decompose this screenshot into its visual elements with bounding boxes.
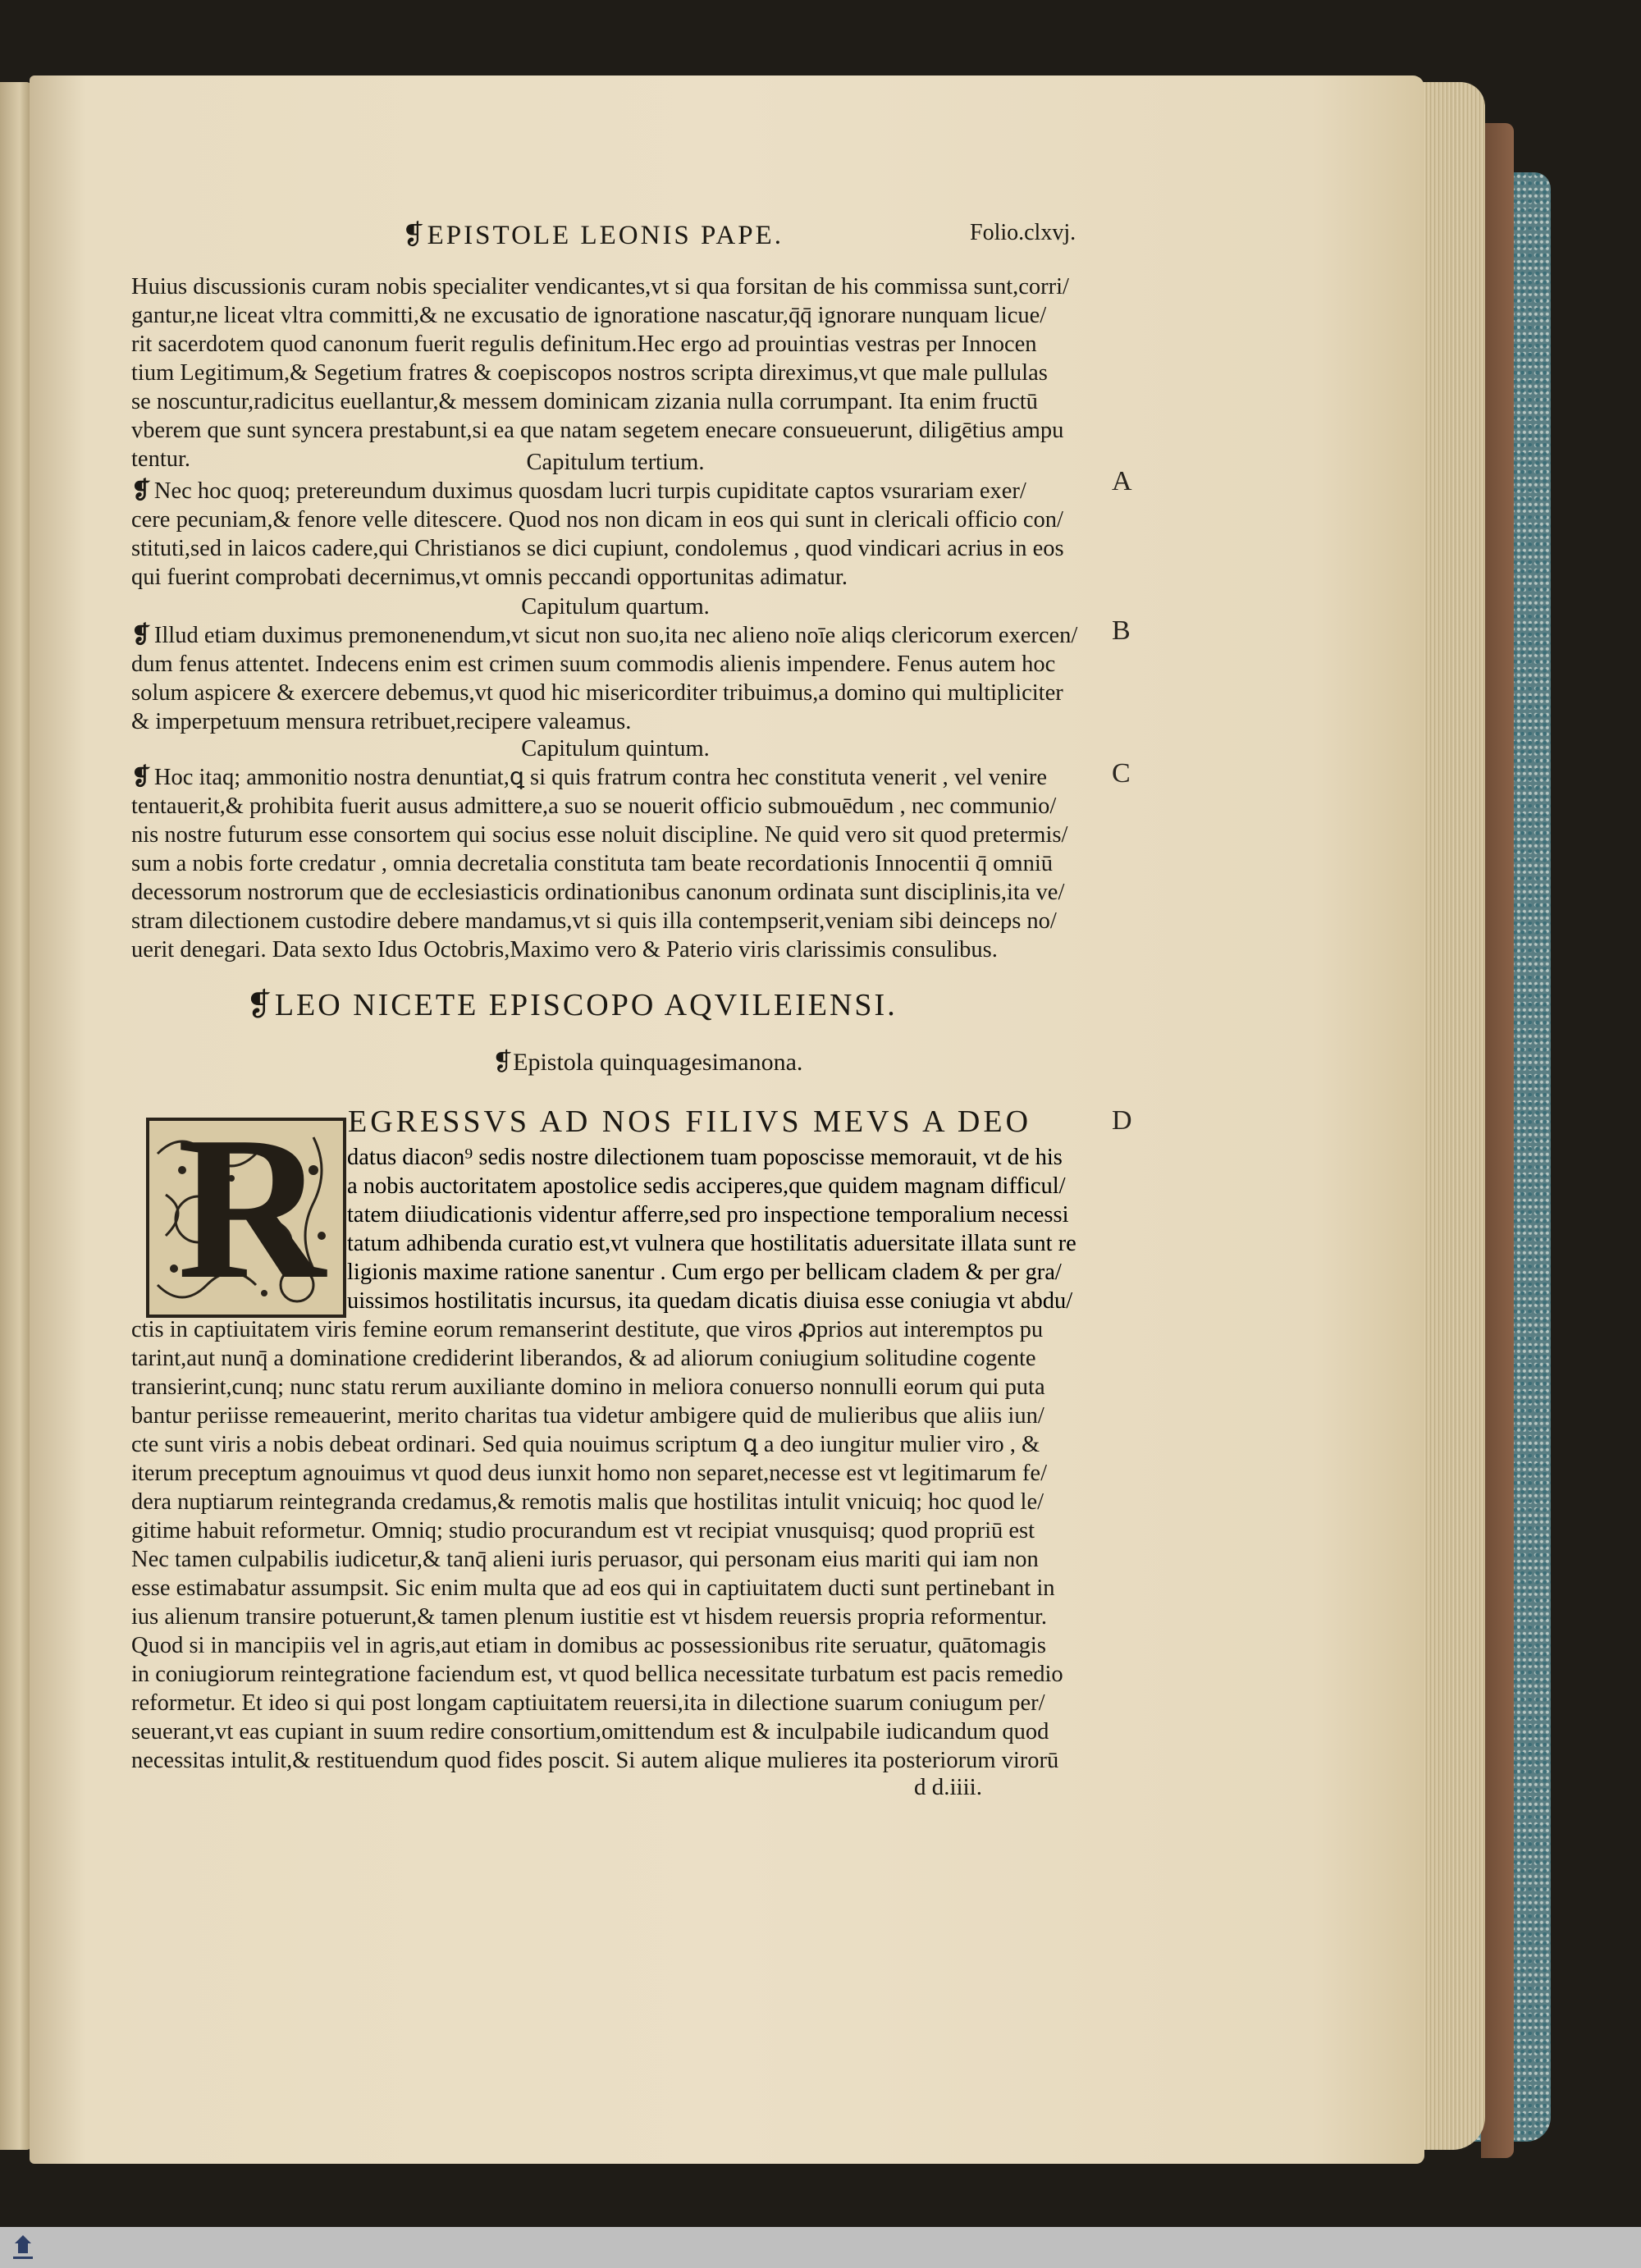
text-line: tium Legitimum,& Segetium fratres & coepiscopos nostros scripta direximus,vt que male pullulas bbox=[131, 360, 1048, 386]
text-line: datus diacon⁹ sedis nostre dilectionem tuam poposcisse memorauit, vt de his bbox=[347, 1145, 1063, 1170]
text-line: bantur periisse remeauerint, merito charitas tua videtur ambigere quid de mulieribus que aliis iun/ bbox=[131, 1403, 1044, 1429]
text-line: & imperpetuum mensura retribuet,recipere valeamus. bbox=[131, 709, 632, 734]
text-line: dum fenus attentet. Indecens enim est crimen suum commodis alienis impendere. Fenus autem hoc bbox=[131, 652, 1056, 677]
text-line-body: Hoc itaq; ammonitio nostra denuntiat,ꝗ si quis fratrum contra hec constituta venerit , vel venire bbox=[153, 765, 1048, 790]
text-line: a nobis auctoritatem apostolice sedis acciperes,que quidem magnam difficul/ bbox=[347, 1173, 1066, 1199]
text-line: reformetur. Et ideo si qui post longam captiuitatem reuersi,ita in dilectione suarum coniugum per/ bbox=[131, 1690, 1045, 1716]
text-line: ligionis maxime ratione sanentur . Cum ergo per bellicam cladem & per gra/ bbox=[347, 1260, 1062, 1285]
folio-number: Folio.clxvj. bbox=[970, 220, 1076, 245]
text-line bbox=[131, 763, 1099, 792]
left-page-edge bbox=[0, 82, 33, 2150]
text-line: esse estimabatur assumpsit. Sic enim multa que ad eos qui in captiuitatem ducti sunt pertinebant in bbox=[131, 1575, 1055, 1601]
text-line: cte sunt viris a nobis debeat ordinari. Sed quia nouimus scriptum ꝗ a deo iungitur mulier viro , & bbox=[131, 1432, 1040, 1457]
text-line: ctis in captiuitatem viris femine eorum remanserint destitute, que viros ꝓprios aut interemptos pu bbox=[131, 1317, 1044, 1342]
text-line: seuerant,vt eas cupiant in suum redire consortium,omittendum est & inculpabile iudicandum quod bbox=[131, 1719, 1049, 1744]
initial-wrapped-text bbox=[347, 1143, 1102, 1315]
epistle-heading: ❡LEO NICETE EPISCOPO AQVILEIENSI. bbox=[246, 988, 898, 1022]
text-line: tentur. bbox=[131, 446, 191, 472]
text-line-body: Nec hoc quoq; pretereundum duximus quosdam lucri turpis cupiditate captos vsurariam exer/ bbox=[153, 478, 1026, 504]
text-line: in coniugiorum reintegratione faciendum est, vt quod bellica necessitate turbatum est pacis remedio bbox=[131, 1662, 1063, 1687]
text-line: stram dilectionem custodire debere mandamus,vt si quis illa contempserit,veniam sibi deinceps no/ bbox=[131, 908, 1057, 934]
section-1-text bbox=[131, 272, 1099, 473]
text-line: solum aspicere & exercere debemus,vt quod hic misericorditer tribuimus,a domino qui multipliciter bbox=[131, 680, 1063, 706]
text-line: uerit denegari. Data sexto Idus Octobris,Maximo vero & Paterio viris clarissimis consulibus. bbox=[131, 937, 998, 963]
text-line: tentauerit,& prohibita fuerit ausus admittere,a suo se nouerit officio submouēdum , nec communio/ bbox=[131, 793, 1057, 819]
margin-letter-a: A bbox=[1112, 466, 1132, 496]
gathering-signature: d d.iiii. bbox=[914, 1774, 982, 1800]
margin-letter-c: C bbox=[1112, 758, 1131, 789]
text-line: Huius discussionis curam nobis specialiter vendicantes,vt si qua forsitan de his commissa sunt,corri/ bbox=[131, 274, 1069, 300]
library-logo-icon bbox=[7, 2232, 39, 2265]
epistle-body bbox=[131, 1315, 1099, 1775]
text-line: necessitas intulit,& restituendum quod fides poscit. Si autem alique mulieres ita posteriorum virorū bbox=[131, 1748, 1059, 1773]
pilcrow-icon: ❡ bbox=[131, 478, 151, 504]
book-spine bbox=[1481, 123, 1514, 2158]
text-line: dera nuptiarum reintegranda credamus,& remotis malis que hostilitas intulit vnicuiq; hoc quod le/ bbox=[131, 1489, 1044, 1515]
text-line: nis nostre futurum esse consortem qui socius esse noluit discipline. Ne quid vero sit quod pretermis/ bbox=[131, 822, 1068, 848]
chapter-5 bbox=[131, 734, 1099, 964]
text-line: tarint,aut nunq̄ a dominatione crediderint liberandos, & ad aliorum coniugium solitudine cogente bbox=[131, 1346, 1036, 1371]
chapter-4 bbox=[131, 592, 1099, 736]
text-line: vberem que sunt syncera prestabunt,si ea que natam segetem enecare consueuerunt, diligētius ampu bbox=[131, 418, 1064, 443]
pilcrow-icon: ❡ bbox=[131, 765, 151, 790]
text-line: uissimos hostilitatis incursus, ita quedam dicatis diuisa esse coniugia vt abdu/ bbox=[347, 1288, 1073, 1314]
text-line: iterum preceptum agnouimus vt quod deus iunxit homo non separet,necesse est vt legitimarum fe/ bbox=[131, 1461, 1047, 1486]
margin-letter-d: D bbox=[1112, 1105, 1132, 1136]
epistle-subheading: ❡Epistola quinquagesimanona. bbox=[492, 1049, 803, 1076]
text-line: sum a nobis forte credatur , omnia decretalia constituta tam beate recordationis Innocentii q̄ omniū bbox=[131, 851, 1053, 876]
text-line: rit sacerdotem quod canonum fuerit regulis definitum.Hec ergo ad prouintias vestras per Innocen bbox=[131, 332, 1037, 357]
initial-letter: R bbox=[177, 1095, 326, 1322]
text-line: Quod si in mancipiis vel in agris,aut etiam in domibus ac possessionibus rite seruatur, quātomagis bbox=[131, 1633, 1046, 1658]
chapter-3 bbox=[131, 448, 1099, 592]
chapter-title: Capitulum quartum. bbox=[521, 594, 710, 620]
viewer-footer-bar bbox=[0, 2227, 1641, 2268]
text-line: gitime habuit reformetur. Omniq; studio procurandum est vt recipiat vnusquisq; quod propriū est bbox=[131, 1518, 1035, 1543]
text-line: tatem diiudicationis videntur afferre,sed pro inspectione temporalium necessi bbox=[347, 1202, 1069, 1228]
running-title: ❡EPISTOLE LEONIS PAPE. bbox=[402, 221, 784, 250]
margin-letter-b: B bbox=[1112, 615, 1131, 646]
text-line: ius alienum transire potuerunt,& tamen plenum iustitie est vt hisdem reuersis propria reformentur. bbox=[131, 1604, 1047, 1630]
text-line: tatum adhibenda curatio est,vt vulnera que hostilitatis aduersitate illata sunt re bbox=[347, 1231, 1076, 1256]
chapter-title: Capitulum tertium. bbox=[526, 450, 705, 475]
opening-words: EGRESSVS AD NOS FILIVS MEVS A DEO bbox=[348, 1104, 1032, 1139]
text-line: Nec tamen culpabilis iudicetur,& tanq̄ alieni iuris peruasor, qui personam eius mariti qui iam non bbox=[131, 1547, 1039, 1572]
text-line bbox=[131, 621, 1099, 650]
text-line: transierint,cunq; nunc statu rerum auxiliante domino in meliora conuerso nonnulli eorum qui puta bbox=[131, 1374, 1045, 1400]
text-line: se noscuntur,radicitus euellantur,& messem dominicam zizania nulla corrumpant. Ita enim fructū bbox=[131, 389, 1038, 414]
decorated-initial bbox=[146, 1095, 346, 1322]
text-line: qui fuerint comprobati decernimus,vt omnis peccandi opportunitas adimatur. bbox=[131, 565, 848, 590]
text-line bbox=[131, 477, 1099, 505]
pilcrow-icon: ❡ bbox=[131, 623, 151, 648]
text-line: gantur,ne liceat vltra committi,& ne excusatio de ignoratione nascatur,q̄q̄ ignorare nunquam licue/ bbox=[131, 303, 1047, 328]
running-header bbox=[0, 218, 1641, 251]
text-line-body: Illud etiam duximus premonenendum,vt sicut non suo,ita nec alieno noīe aliqs clericorum exercen/ bbox=[153, 623, 1078, 648]
chapter-title: Capitulum quintum. bbox=[521, 736, 710, 761]
text-line: stituti,sed in laicos cadere,qui Christianos se dici cupiunt, condolemus , quod vindicari acrius in eos bbox=[131, 536, 1064, 561]
text-line: cere pecuniam,& fenore velle ditescere. Quod nos non dicam in eos qui sunt in clericali officio con/ bbox=[131, 507, 1063, 533]
text-line: decessorum nostrorum que de ecclesiasticis ordinationibus canonum ordinata sunt disciplinis,ita ve/ bbox=[131, 880, 1065, 905]
